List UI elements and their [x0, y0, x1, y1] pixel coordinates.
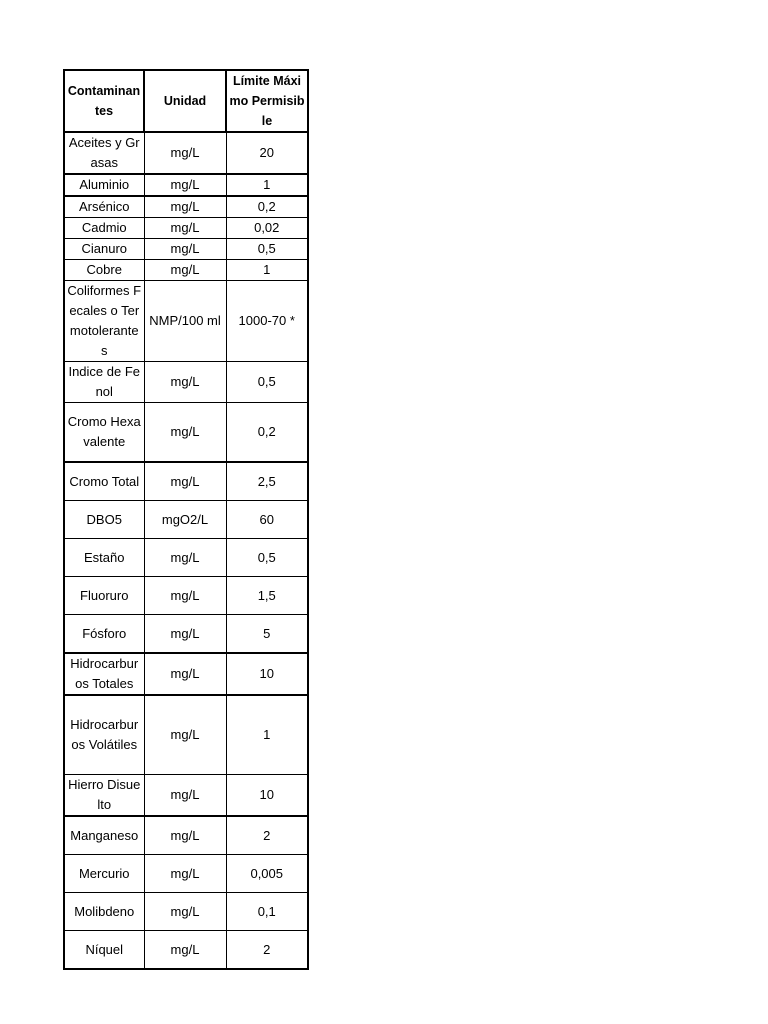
cell-limit: 0,1: [226, 893, 308, 931]
table-row: [64, 615, 308, 654]
cell-contaminant: DBO5: [64, 501, 144, 539]
cell-unit: mg/L: [144, 931, 226, 970]
cell-unit: mg/L: [144, 260, 226, 281]
cell-contaminant: Fluoruro: [64, 577, 144, 615]
cell-limit: 0,2: [226, 196, 308, 218]
table-row: [64, 132, 308, 174]
cell-limit: 5: [226, 615, 308, 654]
cell-contaminant: Aceites y Grasas: [64, 132, 144, 174]
cell-limit: 0,5: [226, 362, 308, 403]
cell-unit: mg/L: [144, 239, 226, 260]
cell-contaminant: Cromo Hexavalente: [64, 403, 144, 463]
cell-limit: 0,5: [226, 539, 308, 577]
cell-limit: 20: [226, 132, 308, 174]
cell-contaminant: Estaño: [64, 539, 144, 577]
table-row: [64, 501, 308, 539]
cell-limit: 1,5: [226, 577, 308, 615]
cell-contaminant: Hidrocarburos Volátiles: [64, 695, 144, 775]
cell-limit: 0,005: [226, 855, 308, 893]
cell-unit: mgO2/L: [144, 501, 226, 539]
table-header-row: [64, 70, 308, 132]
table-row: [64, 462, 308, 501]
table-row: [64, 281, 308, 362]
table-row: [64, 855, 308, 893]
cell-contaminant: Mercurio: [64, 855, 144, 893]
cell-contaminant: Hidrocarburos Totales: [64, 653, 144, 695]
cell-contaminant: Cobre: [64, 260, 144, 281]
cell-limit: 0,2: [226, 403, 308, 463]
table-row: [64, 539, 308, 577]
cell-limit: 1: [226, 260, 308, 281]
table-row: [64, 893, 308, 931]
table-row: [64, 362, 308, 403]
header-contaminant: Contaminantes: [64, 70, 144, 132]
cell-limit: 1000-70 *: [226, 281, 308, 362]
table-row: [64, 775, 308, 817]
cell-limit: 1: [226, 695, 308, 775]
table-row: [64, 816, 308, 855]
table-row: [64, 239, 308, 260]
cell-limit: 10: [226, 653, 308, 695]
cell-limit: 0,02: [226, 218, 308, 239]
table-row: [64, 218, 308, 239]
header-unit: Unidad: [144, 70, 226, 132]
header-limit: Límite Máximo Permisible: [226, 70, 308, 132]
table-row: [64, 577, 308, 615]
table-row: [64, 196, 308, 218]
table-row: [64, 403, 308, 463]
cell-contaminant: Arsénico: [64, 196, 144, 218]
cell-unit: mg/L: [144, 218, 226, 239]
cell-contaminant: Manganeso: [64, 816, 144, 855]
cell-limit: 2,5: [226, 462, 308, 501]
cell-contaminant: Níquel: [64, 931, 144, 970]
cell-unit: mg/L: [144, 403, 226, 463]
cell-contaminant: Indice de Fenol: [64, 362, 144, 403]
cell-unit: mg/L: [144, 539, 226, 577]
cell-limit: 1: [226, 174, 308, 196]
cell-unit: mg/L: [144, 775, 226, 817]
table-row: [64, 695, 308, 775]
cell-unit: mg/L: [144, 462, 226, 501]
cell-unit: mg/L: [144, 615, 226, 654]
cell-limit: 60: [226, 501, 308, 539]
cell-unit: mg/L: [144, 816, 226, 855]
cell-contaminant: Cianuro: [64, 239, 144, 260]
table-row: [64, 260, 308, 281]
cell-unit: mg/L: [144, 362, 226, 403]
table-row: [64, 174, 308, 196]
cell-contaminant: Cromo Total: [64, 462, 144, 501]
contaminant-limits-table: [63, 69, 309, 970]
cell-contaminant: Cadmio: [64, 218, 144, 239]
cell-unit: mg/L: [144, 196, 226, 218]
contaminant-limits-sheet: [63, 69, 307, 957]
cell-unit: NMP/100 ml: [144, 281, 226, 362]
table-row: [64, 931, 308, 970]
cell-limit: 2: [226, 931, 308, 970]
cell-unit: mg/L: [144, 695, 226, 775]
cell-contaminant: Coliformes Fecales o Termotolerantes: [64, 281, 144, 362]
cell-unit: mg/L: [144, 855, 226, 893]
cell-limit: 2: [226, 816, 308, 855]
cell-unit: mg/L: [144, 577, 226, 615]
cell-contaminant: Hierro Disuelto: [64, 775, 144, 817]
cell-unit: mg/L: [144, 132, 226, 174]
cell-contaminant: Aluminio: [64, 174, 144, 196]
cell-unit: mg/L: [144, 174, 226, 196]
table-row: [64, 653, 308, 695]
cell-limit: 10: [226, 775, 308, 817]
cell-contaminant: Fósforo: [64, 615, 144, 654]
cell-limit: 0,5: [226, 239, 308, 260]
cell-unit: mg/L: [144, 893, 226, 931]
cell-unit: mg/L: [144, 653, 226, 695]
cell-contaminant: Molibdeno: [64, 893, 144, 931]
